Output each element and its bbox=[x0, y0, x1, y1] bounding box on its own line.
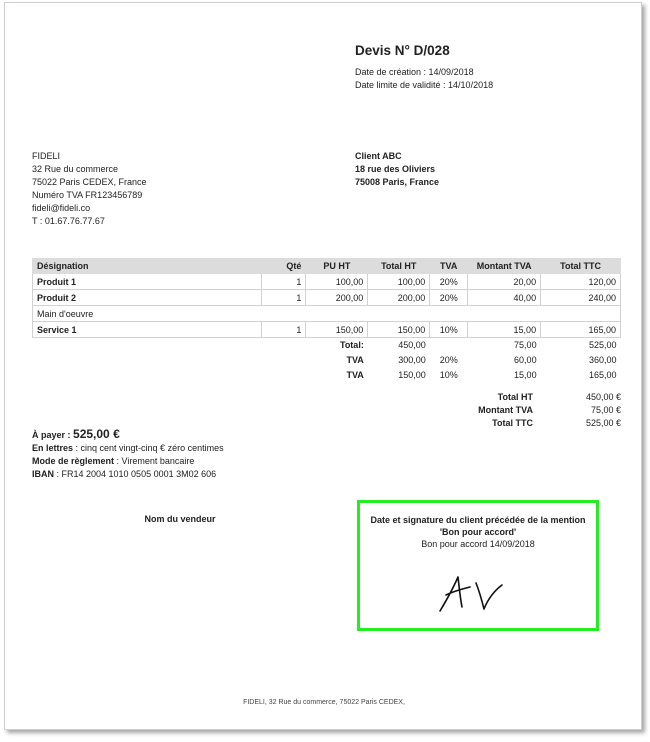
summary-row bbox=[33, 338, 621, 353]
summary-total-ttc: 165,00 bbox=[588, 370, 617, 380]
seller-tva: Numéro TVA FR123456789 bbox=[32, 190, 143, 200]
seller-email: fideli@fideli.co bbox=[32, 203, 91, 213]
summary-tva-amount: 15,00 bbox=[514, 370, 537, 380]
unit-price-cell: 100,00 bbox=[306, 274, 368, 290]
validity-date: Date limite de validité : 14/10/2018 bbox=[355, 80, 494, 90]
total-ttc-value: 525,00 € bbox=[585, 418, 621, 428]
payment-info bbox=[32, 428, 362, 481]
payment-method-label: Mode de règlement bbox=[32, 456, 115, 466]
total-ht-row bbox=[445, 391, 621, 404]
col-unit-price: PU HT bbox=[306, 259, 368, 274]
summary-total-ht: 150,00 bbox=[398, 370, 426, 380]
summary-row bbox=[33, 368, 621, 383]
quote-title: Devis N° D/028 bbox=[355, 43, 450, 58]
total-ht-cell: 150,00 bbox=[368, 322, 430, 338]
col-qty: Qté bbox=[262, 259, 306, 274]
summary-label: TVA bbox=[346, 370, 364, 380]
tva-amount-value: 75,00 € bbox=[590, 405, 621, 415]
signature-image bbox=[436, 571, 506, 619]
designation-cell: Produit 2 bbox=[33, 290, 262, 306]
items-table bbox=[32, 258, 621, 383]
seller-street: 32 Rue du commerce bbox=[32, 164, 119, 174]
table-header-row bbox=[33, 259, 621, 274]
seller-phone: T : 01.67.76.77.67 bbox=[32, 216, 105, 226]
table-row bbox=[33, 290, 621, 306]
client-street: 18 rue des Oliviers bbox=[355, 164, 436, 174]
summary-tva-amount: 60,00 bbox=[514, 355, 537, 365]
tva-amount-cell: 15,00 bbox=[468, 322, 541, 338]
amount-in-words-label: En lettres bbox=[32, 443, 74, 453]
col-designation: Désignation bbox=[33, 259, 262, 274]
amount-due-label: À payer : bbox=[32, 430, 71, 440]
summary-total-ht: 300,00 bbox=[398, 355, 426, 365]
total-ht-label: Total HT bbox=[497, 392, 533, 402]
tva-cell: 10% bbox=[430, 322, 468, 338]
payment-method bbox=[32, 455, 362, 468]
total-ht-cell: 200,00 bbox=[368, 290, 430, 306]
amount-due bbox=[32, 428, 362, 442]
total-ttc-cell: 240,00 bbox=[541, 290, 621, 306]
summary-total-ttc: 360,00 bbox=[588, 355, 617, 365]
document-page bbox=[4, 2, 642, 730]
signature-title: Date et signature du client précédée de la mention 'Bon pour accord' bbox=[370, 515, 586, 537]
tva-cell: 20% bbox=[430, 290, 468, 306]
iban-value: : FR14 2004 1010 0505 0001 3M02 606 bbox=[54, 469, 217, 479]
tva-amount-cell: 20,00 bbox=[468, 274, 541, 290]
col-tva-amount: Montant TVA bbox=[468, 259, 541, 274]
total-ttc-cell: 165,00 bbox=[541, 322, 621, 338]
seller-city: 75022 Paris CEDEX, France bbox=[32, 177, 147, 187]
table-row bbox=[33, 322, 621, 338]
designation-cell: Service 1 bbox=[33, 322, 262, 338]
signature-mention: Bon pour accord 14/09/2018 bbox=[421, 539, 535, 549]
signature-box[interactable] bbox=[357, 500, 599, 631]
col-total-ttc: Total TTC bbox=[541, 259, 621, 274]
qty-cell: 1 bbox=[262, 274, 306, 290]
iban-label: IBAN bbox=[32, 469, 54, 479]
amount-in-words bbox=[32, 442, 362, 455]
col-total-ht: Total HT bbox=[368, 259, 430, 274]
unit-price-cell: 200,00 bbox=[306, 290, 368, 306]
summary-tva-amount: 75,00 bbox=[514, 340, 537, 351]
total-ttc-cell: 120,00 bbox=[541, 274, 621, 290]
tva-cell: 20% bbox=[430, 274, 468, 290]
tva-amount-cell: 40,00 bbox=[468, 290, 541, 306]
client-name: Client ABC bbox=[355, 151, 402, 161]
totals-block bbox=[445, 391, 621, 430]
summary-tva: 10% bbox=[439, 370, 458, 380]
note-cell: Main d'oeuvre bbox=[33, 306, 621, 322]
total-ht-value: 450,00 € bbox=[585, 392, 621, 402]
designation-cell: Produit 1 bbox=[33, 274, 262, 290]
summary-tva bbox=[430, 338, 468, 353]
total-ht-cell: 100,00 bbox=[368, 274, 430, 290]
col-tva: TVA bbox=[430, 259, 468, 274]
summary-row bbox=[33, 353, 621, 368]
table-note-row bbox=[33, 306, 621, 322]
amount-due-value: 525,00 € bbox=[73, 427, 120, 441]
total-ttc-row bbox=[445, 417, 621, 430]
total-ttc-label: Total TTC bbox=[492, 418, 533, 428]
summary-label: Total: bbox=[339, 340, 364, 351]
page-footer: FIDELI, 32 Rue du commerce, 75022 Paris CEDEX, bbox=[243, 699, 405, 706]
amount-in-words-value: : cinq cent vingt-cinq € zéro centimes bbox=[73, 443, 224, 453]
creation-date: Date de création : 14/09/2018 bbox=[355, 67, 474, 77]
seller-address bbox=[32, 150, 252, 228]
payment-method-value: : Virement bancaire bbox=[114, 456, 195, 466]
summary-total-ttc: 525,00 bbox=[588, 340, 617, 351]
tva-amount-label: Montant TVA bbox=[478, 405, 533, 415]
unit-price-cell: 150,00 bbox=[306, 322, 368, 338]
vendor-name-label: Nom du vendeur bbox=[144, 514, 216, 524]
iban bbox=[32, 468, 362, 481]
client-city: 75008 Paris, France bbox=[355, 177, 440, 187]
summary-total-ht: 450,00 bbox=[398, 340, 426, 351]
table-row bbox=[33, 274, 621, 290]
qty-cell: 1 bbox=[262, 322, 306, 338]
tva-amount-row bbox=[445, 404, 621, 417]
summary-label: TVA bbox=[346, 355, 364, 365]
quote-header bbox=[355, 43, 615, 92]
qty-cell: 1 bbox=[262, 290, 306, 306]
summary-tva: 20% bbox=[439, 355, 458, 365]
seller-name: FIDELI bbox=[32, 151, 61, 161]
client-address bbox=[355, 150, 575, 189]
